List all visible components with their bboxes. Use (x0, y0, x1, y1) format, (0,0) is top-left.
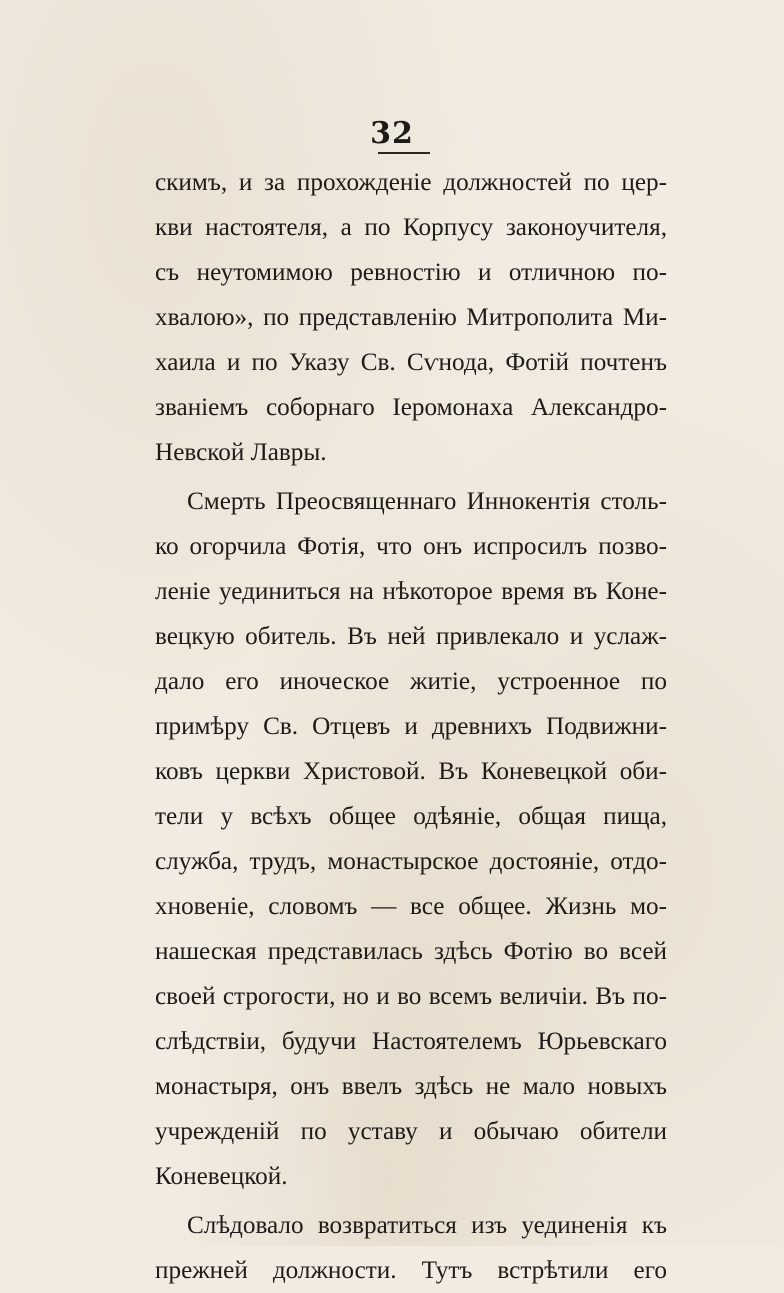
text-line: званіемъ соборнаго Іеромонаха Александро- (155, 394, 667, 421)
text-line: Слѣдовало возвратиться изъ уединенія къ (187, 1212, 667, 1239)
text-line: своей строгости, но и во всемъ величіи. Въ по- (155, 983, 667, 1010)
text-line: слѣдствіи, будучи Настоятелемъ Юрьевскаго (155, 1028, 667, 1055)
page-number-rule (378, 152, 430, 154)
text-line: нашеская представилась здѣсь Фотію во всей (155, 938, 667, 965)
text-line: вецкую обитель. Въ ней привлекало и услаж- (155, 623, 667, 650)
text-line: скимъ, и за прохожденіе должностей по цер- (155, 169, 667, 196)
text-line: прежней должности. Тутъ встрѣтили его (155, 1257, 667, 1284)
paragraph-2 (155, 479, 667, 1199)
text-line: Коневецкой. (155, 1163, 288, 1190)
text-line: хаила и по Указу Св. Сѵнода, Фотій почтенъ (155, 349, 667, 376)
text-line: тели у всѣхъ общее одѣяніе, общая пища, (155, 803, 667, 830)
paragraph-1 (155, 160, 667, 475)
text-line: съ неутомимою ревностію и отличною по- (155, 259, 667, 286)
text-line: хвалою», по представленію Митрополита Ми- (155, 304, 667, 331)
page-number: 32 (370, 116, 414, 151)
body-text (155, 160, 667, 1293)
text-line: примѣру Св. Отцевъ и древнихъ Подвижни- (155, 713, 667, 740)
text-line: хновеніе, словомъ — все общее. Жизнь мо- (155, 893, 667, 920)
text-line: дало его иноческое житіе, устроенное по (155, 668, 667, 695)
text-line: Невской Лавры. (155, 439, 327, 466)
text-line: монастыря, онъ ввелъ здѣсь не мало новыхъ (155, 1073, 667, 1100)
text-line: ковъ церкви Христовой. Въ Коневецкой оби- (155, 758, 667, 785)
text-line: служба, трудъ, монастырское достояніе, отдо- (155, 848, 667, 875)
text-line: кви настоятеля, а по Корпусу законоучителя, (155, 214, 667, 241)
text-line: Смерть Преосвященнаго Иннокентія столь- (187, 488, 667, 515)
text-line: учрежденій по уставу и обычаю обители (155, 1118, 667, 1145)
text-line: леніе уединиться на нѣкоторое время въ Коне- (155, 578, 667, 605)
paragraph-3 (155, 1203, 667, 1293)
text-line: ко огорчила Фотія, что онъ испросилъ позво- (155, 533, 667, 560)
